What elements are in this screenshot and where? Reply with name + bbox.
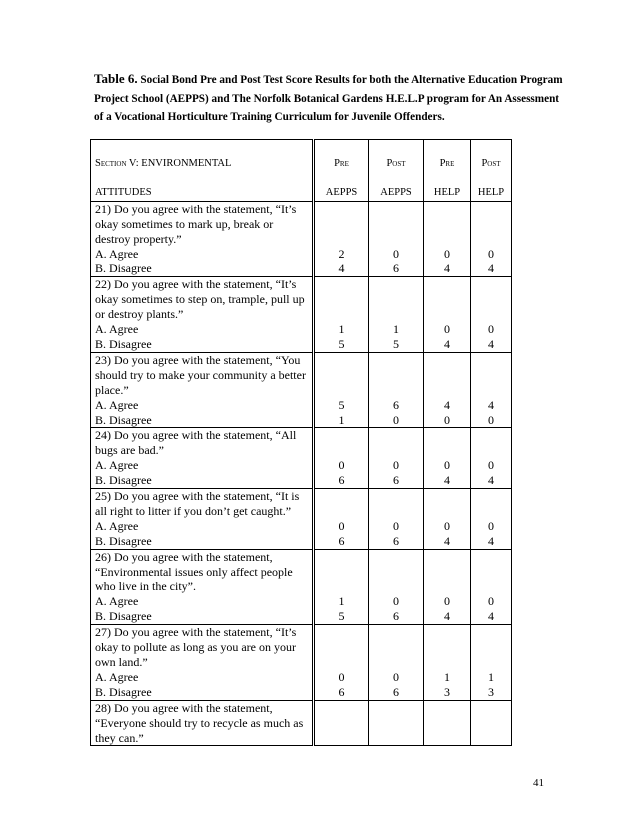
table-row [91,428,512,489]
agree-count: 0 [444,594,450,609]
disagree-count: 6 [393,533,399,548]
option-agree: A. Agree [95,518,139,533]
disagree-count: 4 [488,336,494,351]
option-disagree: B. Disagree [95,336,152,351]
disagree-count: 4 [488,473,494,488]
disagree-count: 5 [338,336,345,351]
question-text: 26) Do you agree with the statement, “Environmental issues only affect people who live in the city”. [95,549,293,594]
agree-count: 1 [338,322,345,337]
score-cell-post-help [471,201,512,277]
disagree-count: 6 [393,261,399,276]
agree-count: 0 [393,246,399,261]
score-cell-post-aepps [369,549,424,625]
score-cell-pre-aepps [314,625,369,701]
disagree-count: 4 [444,533,450,548]
question-cell [91,700,314,746]
score-cell-post-help [471,489,512,550]
score-cell-pre-help [424,625,471,701]
option-disagree: B. Disagree [95,412,152,427]
disagree-count: 4 [444,609,450,624]
score-cell-post-aepps [369,489,424,550]
header-post-aepps-bottom: AEPPS [380,186,412,198]
score-cell-post-aepps [369,625,424,701]
header-section-subtitle: ATTITUDES [95,186,152,198]
disagree-count: 5 [338,609,345,624]
agree-count: 0 [393,669,399,684]
disagree-count: 5 [393,336,399,351]
disagree-count: 4 [488,533,494,548]
header-post-aepps [369,140,424,202]
header-post-help-top: Post [481,158,501,169]
question-text: 21) Do you agree with the statement, “It’s okay sometimes to mark up, break or destroy property.” [95,201,297,246]
agree-count: 4 [444,397,450,412]
score-cell-pre-aepps [314,352,369,428]
disagree-count: 0 [444,412,450,427]
question-cell [91,489,314,550]
score-cell-post-help [471,625,512,701]
agree-count: 1 [488,669,494,684]
disagree-count: 6 [338,473,345,488]
agree-count: 0 [488,458,494,473]
table-row [91,489,512,550]
question-cell [91,352,314,428]
disagree-count: 4 [444,473,450,488]
agree-count: 0 [488,518,494,533]
header-pre-help-top: Pre [439,158,455,169]
score-cell-post-aepps [369,352,424,428]
score-cell-pre-help [424,277,471,353]
agree-count: 0 [338,669,345,684]
score-cell-pre-aepps [314,277,369,353]
results-table-body [91,140,512,746]
question-text: 24) Do you agree with the statement, “All bugs are bad.” [95,428,297,458]
agree-count: 0 [338,518,345,533]
score-cell-post-help [471,428,512,489]
question-text: 22) Do you agree with the statement, “It’s okay sometimes to step on, trample, pull up or destroy plants.” [95,277,305,322]
option-agree: A. Agree [95,322,139,337]
header-row [91,140,512,202]
agree-count: 0 [444,458,450,473]
header-pre-aepps-bottom: AEPPS [325,186,358,198]
disagree-count: 6 [393,609,399,624]
option-agree: A. Agree [95,458,139,473]
disagree-count: 4 [338,261,345,276]
agree-count: 0 [488,322,494,337]
header-pre-help [424,140,471,202]
agree-count: 0 [444,246,450,261]
agree-count: 0 [488,246,494,261]
header-post-aepps-top: Post [386,158,406,169]
question-cell [91,277,314,353]
score-cell-post-aepps [369,277,424,353]
disagree-count: 3 [444,684,450,699]
option-disagree: B. Disagree [95,473,152,488]
score-cell-post-help [471,549,512,625]
option-disagree: B. Disagree [95,261,152,276]
header-section-title: Section V: ENVIRONMENTAL [95,158,232,169]
question-cell [91,625,314,701]
header-pre-aepps [314,140,369,202]
score-cell-pre-help [424,489,471,550]
agree-count: 0 [393,594,399,609]
score-cell-pre-help [424,201,471,277]
agree-count: 1 [393,322,399,337]
agree-count: 0 [444,322,450,337]
score-cell-pre-help [424,700,471,746]
question-text: 27) Do you agree with the statement, “It’s okay to pollute as long as you are on your own land.” [95,625,297,669]
table-row [91,201,512,277]
question-text: 23) Do you agree with the statement, “You should try to make your community a better place.” [95,352,306,397]
agree-count: 6 [393,397,399,412]
header-pre-help-bottom: HELP [433,186,461,198]
header-pre-aepps-top: Pre [334,158,349,169]
question-cell [91,549,314,625]
agree-count: 1 [444,669,450,684]
header-section [91,140,314,202]
disagree-count: 4 [488,609,494,624]
score-cell-post-help [471,352,512,428]
agree-count: 4 [488,397,494,412]
disagree-count: 6 [393,473,399,488]
agree-count: 0 [393,458,399,473]
question-text: 28) Do you agree with the statement, “Everyone should try to recycle as much as they can.” [95,700,304,745]
disagree-count: 6 [393,684,399,699]
disagree-count: 6 [338,684,345,699]
agree-count: 5 [338,397,345,412]
table-row [91,277,512,353]
disagree-count: 6 [338,533,345,548]
page-number: 41 [533,777,544,789]
score-cell-pre-help [424,428,471,489]
agree-count: 0 [338,458,345,473]
table-row [91,625,512,701]
score-cell-post-help [471,277,512,353]
agree-count: 0 [444,518,450,533]
table-row [91,549,512,625]
table-row [91,700,512,746]
disagree-count: 4 [444,336,450,351]
score-cell-post-aepps [369,428,424,489]
score-cell-post-aepps [369,201,424,277]
option-agree: A. Agree [95,669,139,684]
disagree-count: 4 [444,261,450,276]
score-cell-pre-help [424,352,471,428]
option-disagree: B. Disagree [95,533,152,548]
table-caption-lead: Table 6. [94,71,138,86]
score-cell-post-aepps [369,700,424,746]
option-disagree: B. Disagree [95,609,152,624]
score-cell-post-help [471,700,512,746]
agree-count: 0 [488,594,494,609]
agree-count: 0 [393,518,399,533]
question-text: 25) Do you agree with the statement, “It is all right to litter if you don’t get caught.” [95,489,300,518]
results-table [90,139,512,746]
disagree-count: 0 [488,412,494,427]
score-cell-pre-aepps [314,201,369,277]
option-disagree: B. Disagree [95,684,152,699]
score-cell-pre-aepps [314,549,369,625]
table-caption [94,70,564,127]
disagree-count: 0 [393,412,399,427]
table-caption-text: Social Bond Pre and Post Test Score Results for both the Alternative Education Program Project School (AEPPS) and The Norfolk Botanical Gardens H.E.L.P program for An Assessment of a Vocational Horticulture Training Curriculum for Juvenile Offenders. [94,74,563,123]
question-cell [91,428,314,489]
disagree-count: 1 [338,412,345,427]
disagree-count: 3 [488,684,494,699]
question-cell [91,201,314,277]
header-post-help-bottom: HELP [477,186,505,198]
score-cell-pre-help [424,549,471,625]
agree-count: 2 [338,246,345,261]
option-agree: A. Agree [95,397,139,412]
score-cell-pre-aepps [314,489,369,550]
header-post-help [471,140,512,202]
table-row [91,352,512,428]
option-agree: A. Agree [95,594,139,609]
disagree-count: 4 [488,261,494,276]
option-agree: A. Agree [95,246,139,261]
score-cell-pre-aepps [314,700,369,746]
score-cell-pre-aepps [314,428,369,489]
agree-count: 1 [338,594,345,609]
